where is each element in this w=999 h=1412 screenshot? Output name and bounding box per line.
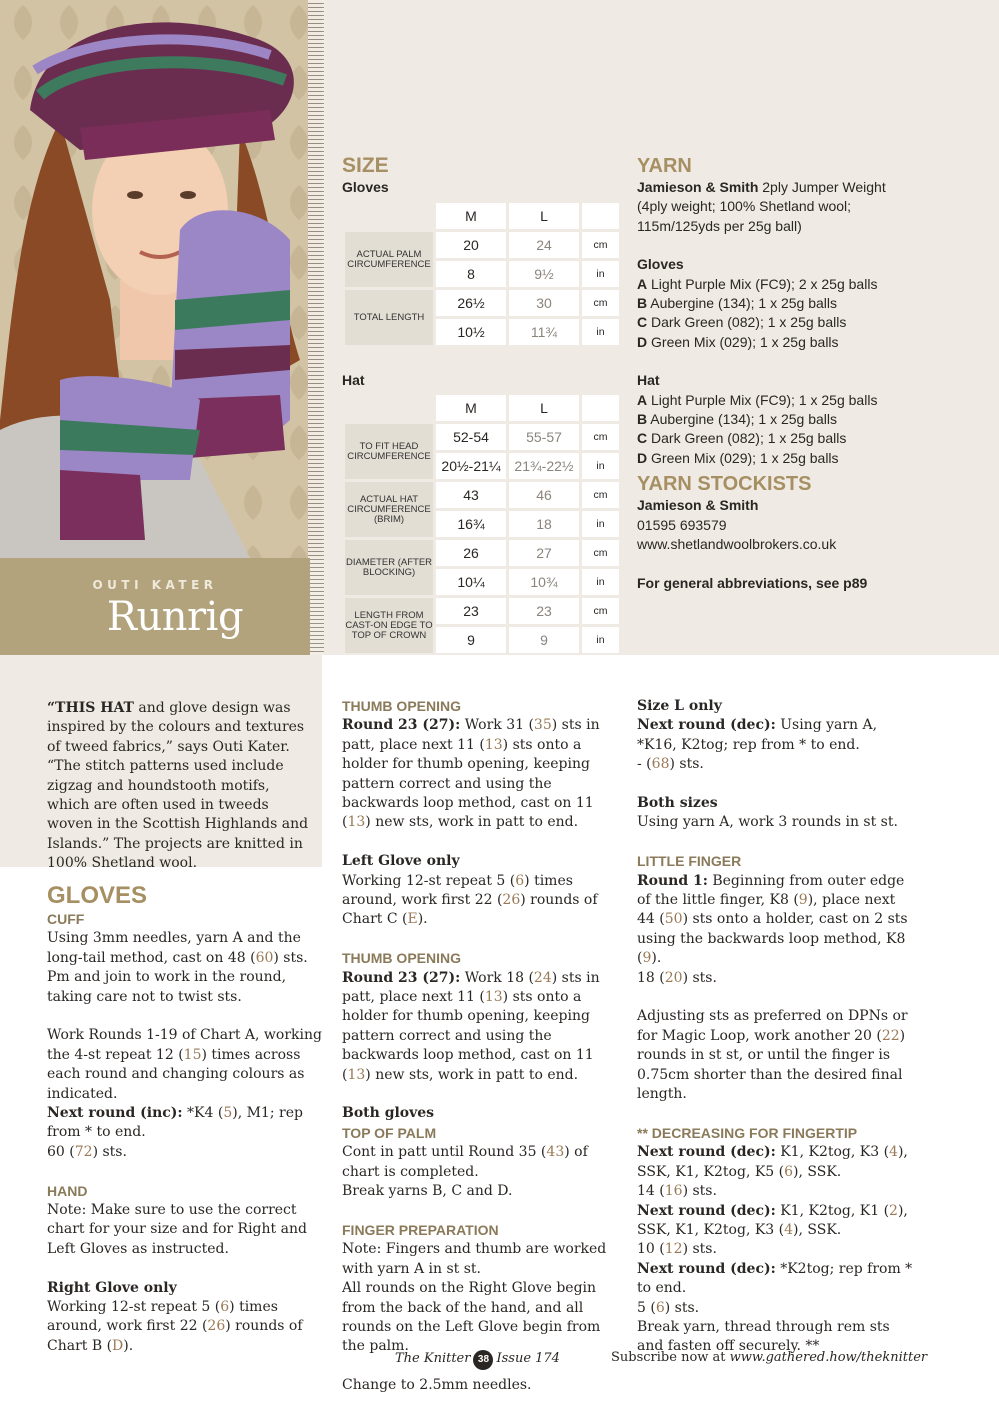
issue-number: Issue 174: [496, 1351, 560, 1366]
cell: 43: [436, 482, 506, 508]
size-col-m: M: [436, 203, 506, 229]
gloves-yarn-label: Gloves: [637, 256, 684, 273]
top-of-palm-heading: TOP OF PALM: [342, 1124, 437, 1141]
unit-cm: cm: [582, 598, 619, 624]
unit-in: in: [582, 569, 619, 595]
stockist-website[interactable]: www.shetlandwoolbrokers.co.uk: [637, 536, 837, 553]
stockist-phone: 01595 693579: [637, 516, 727, 533]
adjusting-text: Adjusting sts as preferred on DPNs or for Magic Loop, work another 20 (22) rounds in st st, or until the finger is 0.75cm shorter than the desired final length.: [637, 1008, 908, 1103]
footer-right: [611, 1350, 927, 1365]
cell: 10¼: [436, 569, 506, 595]
unit-in: in: [582, 453, 619, 479]
little-finger-text: Round 1: Beginning from outer edge of the little finger, K8 (9), place next 44 (50) sts onto a holder, cast on 2 sts using the backwards loop method, K8 (9). 18 (20) sts.: [637, 872, 908, 986]
cell: 10¾: [509, 569, 579, 595]
cell: 8: [436, 261, 506, 287]
needle-change-text: Change to 2.5mm needles.: [342, 1377, 532, 1394]
subscribe-url[interactable]: www.gathered.how/theknitter: [729, 1350, 928, 1365]
chart-a-text: Work Rounds 1-19 of Chart A, working the 4-st repeat 12 (15) times across each round and changing colours as indicated. Next round (inc): *K4 (5), M1; rep from * to end. 60 (72) sts.: [47, 1027, 322, 1160]
thumb-opening-text: Round 23 (27): Work 31 (35) sts in patt, place next 11 (13) sts onto a holder for thumb opening, keeping pattern correct and using the backwards loop method, cast on 11 (13) new sts, work in patt to end.: [342, 717, 600, 831]
cell: 26: [436, 540, 506, 566]
unit-in: in: [582, 319, 619, 345]
row-label: LENGTH FROM CAST-ON EDGE TO TOP OF CROWN: [345, 598, 433, 653]
cell: 52-54: [436, 424, 506, 450]
gloves-heading: GLOVES: [47, 882, 148, 909]
unit-in: in: [582, 511, 619, 537]
row-label: ACTUAL HAT CIRCUMFERENCE (BRIM): [345, 482, 433, 537]
fingertip-heading: ** DECREASING FOR FINGERTIP: [637, 1124, 858, 1141]
yarn-line: C Dark Green (082); 1 x 25g balls: [637, 314, 847, 331]
yarn-section: [637, 154, 887, 593]
hand-note: Note: Make sure to use the correct chart for your size and for Right and Left Gloves as instructed.: [47, 1202, 307, 1257]
hand-heading: HAND: [47, 1182, 88, 1199]
row-label: TO FIT HEAD CIRCUMFERENCE: [345, 424, 433, 479]
size-col-l: L: [509, 203, 579, 229]
right-glove-text: Working 12-st repeat 5 (6) times around, work first 22 (26) rounds of Chart B (D).: [47, 1299, 303, 1354]
hat-size-label: Hat: [342, 372, 365, 388]
cell: 26½: [436, 290, 506, 316]
column-3: [637, 697, 917, 1357]
size-heading: SIZE: [342, 154, 389, 177]
finger-prep-heading: FINGER PREPARATION: [342, 1221, 499, 1238]
left-glove-text: Working 12-st repeat 5 (6) times around, work first 22 (26) rounds of Chart C (E).: [342, 872, 598, 928]
cell: 16¾: [436, 511, 506, 537]
pattern-title: Runrig: [106, 594, 244, 640]
hat-size-table: [342, 392, 622, 656]
unit-cm: cm: [582, 424, 619, 450]
title-panel: [0, 558, 310, 655]
intro-text: “THIS HAT and glove design was inspired by the colours and textures of tweed fabrics,” says Outi Kater. “The stitch patterns used include zigzag and houndstooth motifs, which are often used in tweeds woven in the Scottish Highlands and Islands.” The projects are knitted in 100% Shetland wool.: [47, 700, 309, 872]
cell: 11¾: [509, 319, 579, 345]
cell: 21¾-22½: [509, 453, 579, 479]
stockist-name: Jamieson & Smith: [637, 497, 759, 514]
size-col-l: L: [509, 395, 579, 421]
binding-spiral: [308, 0, 324, 655]
yarn-line: A Light Purple Mix (FC9); 2 x 25g balls: [637, 275, 878, 292]
top-of-palm-text: Cont in patt until Round 35 (43) of chart is completed. Break yarns B, C and D.: [342, 1144, 588, 1200]
cuff-text: Using 3mm needles, yarn A and the long-tail method, cast on 48 (60) sts. Pm and join to work in the round, taking care not to twist sts.: [47, 930, 308, 1005]
designer-name: OUTI KATER: [92, 578, 218, 592]
cell: 10½: [436, 319, 506, 345]
magazine-name: The Knitter: [395, 1351, 471, 1366]
model-illustration: [0, 0, 322, 558]
yarn-line: B Aubergine (134); 1 x 25g balls: [637, 295, 838, 312]
both-gloves-heading: Both gloves: [342, 1105, 435, 1122]
yarn-line: A Light Purple Mix (FC9); 1 x 25g balls: [637, 391, 878, 408]
cell: 23: [509, 598, 579, 624]
unit-cm: cm: [582, 540, 619, 566]
yarn-line: C Dark Green (082); 1 x 25g balls: [637, 430, 847, 447]
yarn-heading: YARN: [637, 155, 692, 177]
unit-in: in: [582, 627, 619, 653]
cuff-heading: CUFF: [47, 911, 85, 927]
column-1: [47, 882, 322, 1356]
cell: 20: [436, 232, 506, 258]
cell: 27: [509, 540, 579, 566]
row-label: ACTUAL PALM CIRCUMFERENCE: [345, 232, 433, 287]
gloves-size-label: Gloves: [342, 179, 389, 195]
yarn-line: B Aubergine (134); 1 x 25g balls: [637, 411, 838, 428]
size-col-m: M: [436, 395, 506, 421]
both-sizes-heading: Both sizes: [637, 795, 718, 812]
hat-yarn-label: Hat: [637, 372, 660, 389]
cell: 46: [509, 482, 579, 508]
cell: 20½-21¼: [436, 453, 506, 479]
cell: 30: [509, 290, 579, 316]
model-photo: [0, 0, 322, 558]
cell: 55-57: [509, 424, 579, 450]
thumb-opening-heading: THUMB OPENING: [342, 698, 461, 714]
unit-cm: cm: [582, 482, 619, 508]
both-sizes-text: Using yarn A, work 3 rounds in st st.: [637, 814, 898, 831]
cell: 9½: [509, 261, 579, 287]
abbreviations-note: For general abbreviations, see p89: [637, 574, 868, 591]
cell: 9: [509, 627, 579, 653]
yarn-line: D Green Mix (029); 1 x 25g balls: [637, 333, 839, 350]
row-label: TOTAL LENGTH: [345, 290, 433, 345]
cell: 18: [509, 511, 579, 537]
page-number: 38: [473, 1350, 493, 1370]
decrease-text: Next round (dec): K1, K2tog, K3 (4), SSK, K1, K2tog, K5 (6), SSK. 14 (16) sts. Next round (dec): K1, K2tog, K1 (2), SSK, K1, K2tog, K3 (4), SSK. 10 (12) sts. Next round (dec): *K2tog; rep from * to end. 5 (6) sts. Break yarn, thread through rem sts and fasten off securely. **: [637, 1144, 913, 1355]
size-l-heading: Size L only: [637, 698, 722, 714]
unit-cm: cm: [582, 232, 619, 258]
unit-in: in: [582, 261, 619, 287]
row-label: DIAMETER (AFTER BLOCKING): [345, 540, 433, 595]
left-glove-heading: Left Glove only: [342, 853, 460, 870]
cell: 23: [436, 598, 506, 624]
right-glove-heading: Right Glove only: [47, 1279, 177, 1296]
gloves-size-table: [342, 200, 622, 348]
size-l-text: Next round (dec): Using yarn A, *K16, K2tog; rep from * to end. - (68) sts.: [637, 717, 878, 773]
cell: 24: [509, 232, 579, 258]
thumb-opening-text: Round 23 (27): Work 18 (24) sts in patt, place next 11 (13) sts onto a holder for thumb opening, keeping pattern correct and using the backwards loop method, cast on 11 (13) new sts, work in patt to end.: [342, 969, 600, 1083]
thumb-opening-heading: THUMB OPENING: [342, 950, 461, 967]
yarn-line: D Green Mix (029); 1 x 25g balls: [637, 449, 839, 466]
stockists-heading: YARN STOCKISTS: [637, 473, 812, 496]
unit-cm: cm: [582, 290, 619, 316]
subscribe-text: Subscribe now at: [611, 1350, 730, 1365]
yarn-description: Jamieson & Smith 2ply Jumper Weight (4ply weight; 100% Shetland wool; 115m/125yds per 25g ball): [637, 179, 886, 234]
column-2: [342, 697, 617, 1396]
little-finger-heading: LITTLE FINGER: [637, 853, 742, 870]
finger-prep-text: Note: Fingers and thumb are worked with yarn A in st st. All rounds on the Right Glove begin from the back of the hand, and all rounds on the Left Glove begin from the palm.: [342, 1241, 607, 1355]
cell: 9: [436, 627, 506, 653]
footer-left: [395, 1350, 560, 1370]
